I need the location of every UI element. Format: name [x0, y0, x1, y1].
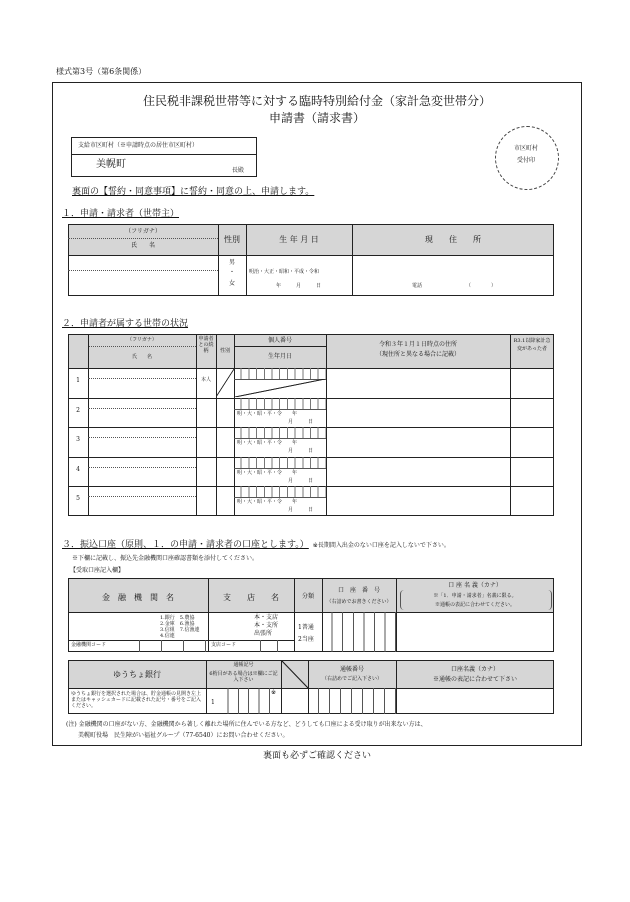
- household-row-number: 2: [76, 406, 80, 414]
- household-relation-input[interactable]: [197, 458, 215, 485]
- household-birth-eras[interactable]: 明・大・昭・平・令 年: [237, 499, 298, 506]
- branch-name-label: 支 店 名: [223, 593, 279, 602]
- household-name-input[interactable]: [90, 379, 194, 396]
- account-number-label: 口 座 番 号: [337, 587, 380, 594]
- s1-address-input[interactable]: [354, 256, 552, 280]
- s2-mynumber-label: 個人番号: [267, 337, 292, 344]
- bank-code-label: 金融機関コード: [71, 642, 107, 648]
- s1-ymd[interactable]: 年 月 日: [276, 283, 322, 289]
- form-number: 様式第3号（第6条関係）: [56, 67, 147, 76]
- s1-address-label: 現 住 所: [425, 235, 481, 244]
- section3-bracket: 【受取口座記入欄】: [70, 567, 125, 574]
- s2-address-sub: （現住所と異なる場合に記載）: [375, 351, 460, 358]
- account-number-boxes[interactable]: [322, 612, 396, 652]
- account-holder-note1: ※「1．申請・請求者」名義に限る。: [433, 593, 517, 599]
- account-type-options[interactable]: 1普通 2当座: [298, 624, 314, 643]
- s1-dot: ・: [228, 269, 235, 276]
- s2-furigana-label: （フリガナ）: [127, 337, 157, 343]
- yholder-sub: ※通帳の表記に合わせて下さい: [432, 676, 517, 683]
- stamp-label-2: 受付印: [516, 157, 535, 164]
- household-birth-md[interactable]: 月 日: [288, 477, 314, 484]
- s1-male[interactable]: 男: [228, 259, 235, 266]
- passbook-first-digit: 1: [211, 699, 215, 706]
- household-self-label: 本人: [200, 377, 211, 383]
- section3-heading-note: ※長期間入出金のない口座を記入しないで下さい。: [312, 542, 450, 549]
- form-title: 住民税非課税世帯等に対する臨時特別給付金（家計急変世帯分）: [142, 94, 491, 108]
- passnum-sub: （右詰めでご記入下さい）: [321, 676, 382, 682]
- bank-type-options[interactable]: 1.銀行 5.農協 2.金庫 6.漁協 3.信組 7.信漁連 4.信連: [160, 615, 200, 639]
- household-row-number: 1: [76, 377, 80, 384]
- household-birth-eras[interactable]: 明・大・昭・平・令 年: [237, 469, 298, 476]
- s1-female[interactable]: 女: [228, 280, 235, 287]
- s1-gender-label: 性別: [224, 235, 240, 244]
- household-mynumber-boxes[interactable]: [234, 457, 326, 469]
- section3-heading: [62, 541, 450, 550]
- s1-phone-input[interactable]: （ ）: [466, 283, 497, 289]
- passnum-label: 通帳番号: [339, 666, 364, 673]
- form-subtitle: 申請書（請求書）: [268, 111, 365, 125]
- household-row-number: 3: [76, 436, 80, 444]
- pledge-text: 裏面の【誓約・同意事項】に誓約・同意の上、申請します。: [72, 187, 315, 197]
- household-mynumber-boxes[interactable]: [234, 398, 326, 410]
- household-address-input[interactable]: [328, 487, 508, 514]
- household-gender-input[interactable]: [217, 399, 233, 426]
- bank-name-label: 金 融 機 関 名: [102, 593, 174, 602]
- household-relation-input[interactable]: [197, 487, 215, 514]
- household-name-input[interactable]: [90, 409, 194, 426]
- section1-heading: １．申請・請求者（世帯主）: [62, 209, 180, 219]
- municipality-name: 美幌町: [96, 159, 126, 170]
- s2-relation-label: 申請者との続柄: [198, 336, 214, 354]
- passbook-sub: 6桁目がある場合は※欄にご記入下さい: [209, 671, 278, 683]
- s2-name-label: 氏 名: [131, 354, 152, 360]
- s2-note-label: R3.1以降家計急変があった者: [513, 338, 551, 352]
- household-name-input[interactable]: [90, 497, 194, 514]
- household-gender-input[interactable]: [217, 487, 233, 514]
- account-type-label: 分類: [301, 593, 314, 600]
- stamp-label-1: 市区町村: [513, 145, 538, 152]
- passbook-star: ※: [271, 689, 277, 696]
- household-birth-eras[interactable]: 明・大・昭・平・令 年: [237, 440, 298, 447]
- s2-address-label: 令和３年１月１日時点の住所: [378, 341, 457, 348]
- yucho-note: ゆうちょ銀行を選択された場合は、貯金通帳の見開き左上またはキャッシュカードに記載された記号・番号をご記入ください。: [71, 691, 202, 709]
- household-row-number: 5: [76, 495, 80, 503]
- household-gender-input[interactable]: [217, 458, 233, 485]
- household-relation-input[interactable]: [197, 428, 215, 455]
- section3-note2: ※下欄に記載し、振込先金融機関口座確認書類を添付してください。: [72, 555, 259, 562]
- household-note-input[interactable]: [512, 487, 552, 514]
- s1-birth-label: 生 年 月 日: [279, 235, 319, 244]
- branch-code-label: 支店コード: [211, 642, 237, 648]
- household-birth-md[interactable]: 月 日: [288, 507, 314, 514]
- section2-heading: ２．申請者が属する世帯の状況: [62, 319, 189, 329]
- account-number-sub: （右詰めでお書きください）: [326, 599, 392, 605]
- municipality-label: 支給市区町村（※申請時点の居住市区町村）: [78, 142, 199, 149]
- municipality-chief: 長殿: [232, 167, 245, 174]
- s1-eras[interactable]: 明治・大正・昭和・平成・令和: [249, 269, 320, 275]
- household-relation-input[interactable]: [197, 399, 215, 426]
- bank-name-input[interactable]: [70, 614, 156, 638]
- branch-name-input[interactable]: [210, 614, 250, 638]
- back-note: 裏面も必ずご確認ください: [262, 751, 371, 761]
- household-birth-eras[interactable]: 明・大・昭・平・令 年: [237, 410, 298, 417]
- s2-gender-label: 性別: [219, 348, 230, 354]
- s1-furigana-label: （フリガナ）: [125, 228, 161, 235]
- section3-heading-main: ３．振込口座（原則、１．の申請・請求者の口座とします。）: [62, 540, 309, 550]
- s1-phone-label: 電話: [412, 283, 423, 289]
- account-holder-input[interactable]: [398, 614, 552, 650]
- account-holder-note2: ※通帳の表記に合わせてください。: [434, 602, 515, 608]
- household-mynumber-boxes[interactable]: [234, 427, 326, 439]
- household-address-input[interactable]: [328, 369, 508, 396]
- account-holder-label: 口 座 名 義（カナ）: [448, 582, 502, 589]
- footnote-line1: (注) 金融機関の口座がない方、金融機関から著しく離れた場所に住んでいる方など、どうしても口座による受け取りが出来ない方は、: [66, 721, 427, 728]
- passbook-label: 通帳記号: [233, 662, 254, 668]
- yholder-input[interactable]: [398, 690, 552, 712]
- household-note-input[interactable]: [512, 458, 552, 485]
- branch-code-boxes[interactable]: [244, 640, 294, 652]
- branch-type-options[interactable]: 本・支店 本・支所 出張所: [254, 614, 279, 637]
- household-note-input[interactable]: [512, 369, 552, 396]
- household-note-input[interactable]: [512, 428, 552, 455]
- s1-name-label: 氏 名: [130, 242, 155, 249]
- bank-code-boxes[interactable]: [118, 640, 208, 652]
- yucho-label: ゆうちょ銀行: [113, 670, 161, 679]
- s2-birth-label: 生年月日: [267, 353, 292, 360]
- household-name-input[interactable]: [90, 468, 194, 485]
- household-row-number: 4: [76, 465, 80, 473]
- passbook-boxes[interactable]: [218, 688, 270, 714]
- household-birth-md[interactable]: 月 日: [288, 418, 314, 425]
- household-note-input[interactable]: [512, 399, 552, 426]
- household-address-input[interactable]: [328, 399, 508, 426]
- yholder-label: 口座名義（カナ）: [450, 666, 499, 673]
- household-name-input[interactable]: [90, 438, 194, 455]
- household-mynumber-boxes[interactable]: [234, 486, 326, 498]
- passnum-boxes[interactable]: [308, 688, 396, 714]
- household-gender-input[interactable]: [217, 428, 233, 455]
- household-address-input[interactable]: [328, 428, 508, 455]
- s1-name-input[interactable]: [70, 256, 216, 294]
- footnote-line2: 美幌町役場 民生障がい福祉グループ（77-6540）にお問い合わせください。: [78, 732, 289, 739]
- household-address-input[interactable]: [328, 458, 508, 485]
- household-birth-md[interactable]: 月 日: [288, 448, 314, 455]
